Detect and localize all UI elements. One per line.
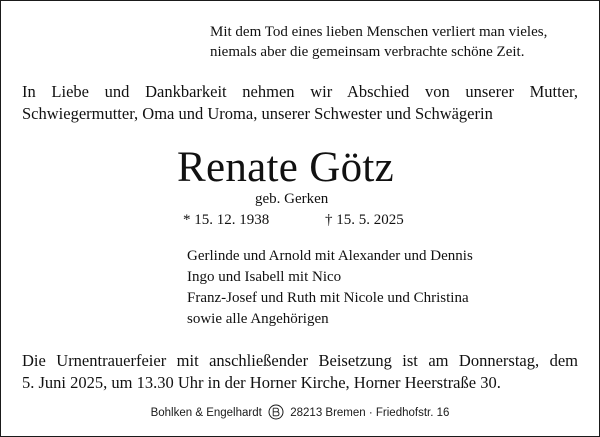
- mourner-line: Ingo und Isabell mit Nico: [187, 269, 342, 285]
- birth-name: geb. Gerken: [255, 191, 329, 207]
- funeral-home-address: 28213 Bremen · Friedhofstr. 16: [290, 407, 450, 419]
- birth-date: * 15. 12. 1938: [183, 212, 270, 228]
- ceremony-line-1: Die Urnentrauerfeier mit anschließender Beisetzung ist am Donnerstag, dem: [22, 351, 578, 370]
- funeral-home-name: Bohlken & Engelhardt: [150, 407, 262, 419]
- ceremony-paragraph: [22, 350, 578, 394]
- mourners-list: [187, 246, 473, 330]
- intro-line-2: Schwiegermutter, Oma und Uroma, unserer Schwester und Schwägerin: [22, 104, 493, 123]
- mourner-line: Gerlinde und Arnold mit Alexander und Dennis: [187, 248, 473, 264]
- mourner-line: sowie alle Angehörigen: [187, 311, 329, 327]
- funeral-home-footer: [1, 404, 599, 422]
- death-date: † 15. 5. 2025: [325, 212, 404, 228]
- deceased-name: Renate Götz: [177, 144, 395, 191]
- bohlken-engelhardt-monogram-icon: [268, 404, 284, 420]
- intro-paragraph: [22, 81, 578, 125]
- memorial-quote: [210, 22, 580, 62]
- intro-line-1: In Liebe und Dankbarkeit nehmen wir Abschied von unserer Mutter,: [22, 82, 578, 101]
- quote-line-1: Mit dem Tod eines lieben Menschen verliert man vieles,: [210, 24, 548, 40]
- ceremony-line-2: 5. Juni 2025, um 13.30 Uhr in der Horner Kirche, Horner Heerstraße 30.: [22, 373, 501, 392]
- mourner-line: Franz-Josef und Ruth mit Nicole und Christina: [187, 290, 469, 306]
- quote-line-2: niemals aber die gemeinsam verbrachte schöne Zeit.: [210, 44, 525, 60]
- life-dates: [183, 209, 404, 231]
